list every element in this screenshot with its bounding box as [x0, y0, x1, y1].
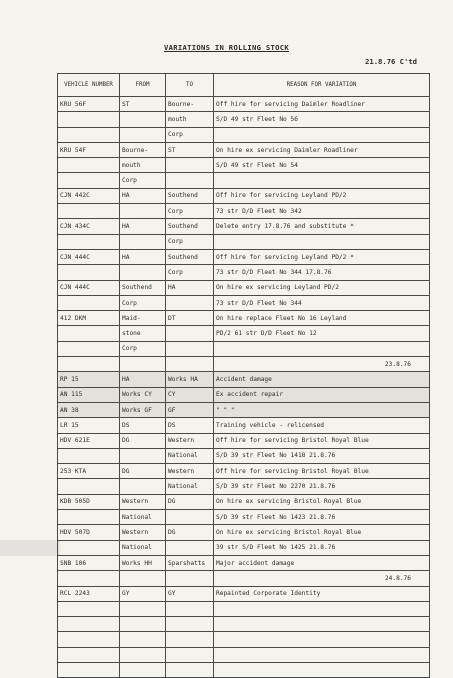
cell-reason: Off hire for servicing Leyland PD/2	[214, 188, 430, 203]
cell-from: Western	[120, 494, 166, 509]
table-row	[58, 234, 430, 249]
cell-to: DS	[166, 418, 214, 433]
cell-vehicle-number: RCL 2243	[58, 586, 120, 601]
table-row	[58, 540, 430, 555]
cell-from: HA	[120, 249, 166, 264]
table-row	[58, 341, 430, 356]
cell-vehicle-number	[58, 601, 120, 616]
cell-reason	[214, 341, 430, 356]
table-row	[58, 357, 430, 372]
cell-from	[120, 265, 166, 280]
cell-vehicle-number	[58, 662, 120, 677]
table-row	[58, 494, 430, 509]
table-row	[58, 387, 430, 402]
cell-vehicle-number	[58, 158, 120, 173]
cell-from: HA	[120, 372, 166, 387]
cell-vehicle-number	[58, 112, 120, 127]
cell-reason	[214, 662, 430, 677]
cell-vehicle-number	[58, 448, 120, 463]
cell-vehicle-number: RP 15	[58, 372, 120, 387]
cell-from: GY	[120, 586, 166, 601]
cell-vehicle-number	[58, 647, 120, 662]
cell-to	[166, 357, 214, 372]
cell-reason: 39 str S/D Fleet No 1425 21.8.76	[214, 540, 430, 555]
cell-reason	[214, 617, 430, 632]
header-reason: REASON FOR VARIATION	[214, 74, 430, 97]
cell-vehicle-number: CJN 444C	[58, 249, 120, 264]
cell-reason: " " "	[214, 402, 430, 417]
cell-from: National	[120, 510, 166, 525]
cell-vehicle-number	[58, 510, 120, 525]
cell-vehicle-number: AN 38	[58, 402, 120, 417]
cell-vehicle-number: 253 KTA	[58, 464, 120, 479]
table-row	[58, 204, 430, 219]
cell-vehicle-number	[58, 295, 120, 310]
cell-to: HA	[166, 280, 214, 295]
cell-vehicle-number: HDV 507D	[58, 525, 120, 540]
cell-to: ST	[166, 142, 214, 157]
cell-vehicle-number	[58, 357, 120, 372]
cell-vehicle-number: KRU 54F	[58, 142, 120, 157]
cell-reason: S/D 39 str Fleet No 1418 21.8.76	[214, 448, 430, 463]
header-to: TO	[166, 74, 214, 97]
table-row	[58, 418, 430, 433]
cell-from	[120, 617, 166, 632]
cell-to	[166, 295, 214, 310]
cell-reason: PD/2 61 str D/D Fleet No 12	[214, 326, 430, 341]
cell-reason: S/D 49 str Fleet No 56	[214, 112, 430, 127]
table-row	[58, 173, 430, 188]
cell-reason: 73 str D/D Fleet No 342	[214, 204, 430, 219]
cell-from	[120, 127, 166, 142]
cell-vehicle-number	[58, 341, 120, 356]
rolling-stock-table	[57, 73, 430, 678]
cell-to	[166, 173, 214, 188]
cell-from: Corp	[120, 295, 166, 310]
cell-from	[120, 571, 166, 586]
cell-from: Corp	[120, 341, 166, 356]
cell-reason: Delete entry 17.8.76 and substitute *	[214, 219, 430, 234]
cell-to: Western	[166, 464, 214, 479]
cell-from: DS	[120, 418, 166, 433]
table-row	[58, 219, 430, 234]
cell-from: National	[120, 540, 166, 555]
table-row	[58, 402, 430, 417]
cell-reason: Accident damage	[214, 372, 430, 387]
cell-to: Sparshatts	[166, 555, 214, 570]
cell-to	[166, 341, 214, 356]
cell-reason: Training vehicle - relicensed	[214, 418, 430, 433]
cell-vehicle-number: CJN 444C	[58, 280, 120, 295]
cell-to: Corp	[166, 265, 214, 280]
cell-from: HA	[120, 219, 166, 234]
table-row	[58, 249, 430, 264]
table-row	[58, 112, 430, 127]
cell-reason: 24.8.76	[214, 571, 430, 586]
cell-from: ST	[120, 97, 166, 112]
table-body	[58, 97, 430, 678]
cell-vehicle-number: LR 15	[58, 418, 120, 433]
cell-to: Southend	[166, 249, 214, 264]
cell-vehicle-number	[58, 571, 120, 586]
table-row	[58, 662, 430, 677]
cell-vehicle-number	[58, 127, 120, 142]
cell-to: Western	[166, 433, 214, 448]
cell-reason: Repainted Corporate Identity	[214, 586, 430, 601]
table-row	[58, 510, 430, 525]
cell-reason: On hire ex servicing Bristol Royal Blue	[214, 525, 430, 540]
cell-from: HA	[120, 188, 166, 203]
cell-vehicle-number	[58, 479, 120, 494]
cell-from	[120, 357, 166, 372]
cell-reason: Off hire for servicing Bristol Royal Blue	[214, 433, 430, 448]
cell-vehicle-number	[58, 204, 120, 219]
cell-to: Southend	[166, 219, 214, 234]
cell-from	[120, 662, 166, 677]
cell-vehicle-number: AN 115	[58, 387, 120, 402]
cell-vehicle-number	[58, 540, 120, 555]
table-header-row	[58, 74, 430, 97]
scan-smudge	[0, 540, 60, 556]
table-row	[58, 586, 430, 601]
cell-to	[166, 510, 214, 525]
cell-to	[166, 571, 214, 586]
cell-reason	[214, 234, 430, 249]
cell-reason	[214, 647, 430, 662]
cell-from	[120, 234, 166, 249]
cell-from	[120, 204, 166, 219]
cell-vehicle-number	[58, 617, 120, 632]
cell-vehicle-number: SNB 106	[58, 555, 120, 570]
cell-reason: 73 str D/D Fleet No 344	[214, 295, 430, 310]
cell-vehicle-number	[58, 326, 120, 341]
cell-to: GY	[166, 586, 214, 601]
cell-from: Works HH	[120, 555, 166, 570]
table-row	[58, 464, 430, 479]
table-row	[58, 311, 430, 326]
cell-reason: Off hire for servicing Bristol Royal Blue	[214, 464, 430, 479]
cell-to: Works HA	[166, 372, 214, 387]
table-row	[58, 158, 430, 173]
cell-from: Works CY	[120, 387, 166, 402]
cell-to	[166, 617, 214, 632]
cell-to: DG	[166, 525, 214, 540]
document-title: VARIATIONS IN ROLLING STOCK	[164, 43, 289, 52]
cell-to: DT	[166, 311, 214, 326]
cell-from: Southend	[120, 280, 166, 295]
cell-to	[166, 158, 214, 173]
cell-reason: On hire ex servicing Bristol Royal Blue	[214, 494, 430, 509]
cell-from: Maid-	[120, 311, 166, 326]
header-from: FROM	[120, 74, 166, 97]
cell-to: mouth	[166, 112, 214, 127]
table-row	[58, 617, 430, 632]
cell-from: Corp	[120, 173, 166, 188]
cell-from: Bourne-	[120, 142, 166, 157]
table-row	[58, 97, 430, 112]
table-row	[58, 479, 430, 494]
cell-reason	[214, 127, 430, 142]
table-row	[58, 571, 430, 586]
cell-to: Southend	[166, 188, 214, 203]
cell-to: Bourne-	[166, 97, 214, 112]
table-row	[58, 127, 430, 142]
cell-to: DG	[166, 494, 214, 509]
cell-reason: 23.8.76	[214, 357, 430, 372]
cell-reason: On hire replace Fleet No 16 Leyland	[214, 311, 430, 326]
table-row	[58, 326, 430, 341]
cell-reason: Major accident damage	[214, 555, 430, 570]
cell-reason: S/D 49 str Fleet No 54	[214, 158, 430, 173]
cell-reason: Off hire for servicing Daimler Roadliner	[214, 97, 430, 112]
cell-from	[120, 112, 166, 127]
header-vehicle-number: VEHICLE NUMBER	[58, 74, 120, 97]
table-row	[58, 647, 430, 662]
table-row	[58, 448, 430, 463]
cell-reason: Off hire for servicing Leyland PD/2 *	[214, 249, 430, 264]
table-row	[58, 188, 430, 203]
cell-vehicle-number: KRU 56F	[58, 97, 120, 112]
cell-vehicle-number: CJN 442C	[58, 188, 120, 203]
cell-to: Corp	[166, 127, 214, 142]
cell-to	[166, 601, 214, 616]
cell-from: DG	[120, 433, 166, 448]
cell-reason: S/D 39 str Fleet No 2270 21.8.76	[214, 479, 430, 494]
cell-vehicle-number	[58, 265, 120, 280]
cell-from	[120, 479, 166, 494]
cell-to	[166, 326, 214, 341]
cell-vehicle-number: 412 DKM	[58, 311, 120, 326]
table-row	[58, 280, 430, 295]
cell-from: mouth	[120, 158, 166, 173]
cell-reason: On hire ex servicing Daimler Roadliner	[214, 142, 430, 157]
cell-to: National	[166, 448, 214, 463]
cell-from: DG	[120, 464, 166, 479]
table-row	[58, 433, 430, 448]
cell-vehicle-number	[58, 234, 120, 249]
cell-to: National	[166, 479, 214, 494]
table-row	[58, 372, 430, 387]
cell-to	[166, 647, 214, 662]
cell-from: stone	[120, 326, 166, 341]
cell-vehicle-number	[58, 173, 120, 188]
cell-from	[120, 601, 166, 616]
cell-reason	[214, 601, 430, 616]
cell-reason: S/D 39 str Fleet No 1423 21.8.76	[214, 510, 430, 525]
cell-reason: 73 str D/D Fleet No 344 17.8.76	[214, 265, 430, 280]
cell-reason	[214, 173, 430, 188]
table-row	[58, 555, 430, 570]
table-row	[58, 295, 430, 310]
cell-to: Corp	[166, 204, 214, 219]
cell-vehicle-number: HDV 621E	[58, 433, 120, 448]
cell-reason: Ex accident repair	[214, 387, 430, 402]
cell-to: GF	[166, 402, 214, 417]
document-date: 21.8.76 C'td	[365, 57, 417, 66]
table-row	[58, 601, 430, 616]
cell-from	[120, 448, 166, 463]
cell-to	[166, 662, 214, 677]
table-row	[58, 265, 430, 280]
cell-from: Works GF	[120, 402, 166, 417]
cell-to: CY	[166, 387, 214, 402]
cell-to	[166, 540, 214, 555]
cell-reason: On hire ex servicing Leyland PD/2	[214, 280, 430, 295]
table-row	[58, 525, 430, 540]
cell-vehicle-number: KDB 505D	[58, 494, 120, 509]
cell-from	[120, 647, 166, 662]
cell-vehicle-number: CJN 434C	[58, 219, 120, 234]
table-row	[58, 142, 430, 157]
cell-from: Western	[120, 525, 166, 540]
cell-to: Corp	[166, 234, 214, 249]
